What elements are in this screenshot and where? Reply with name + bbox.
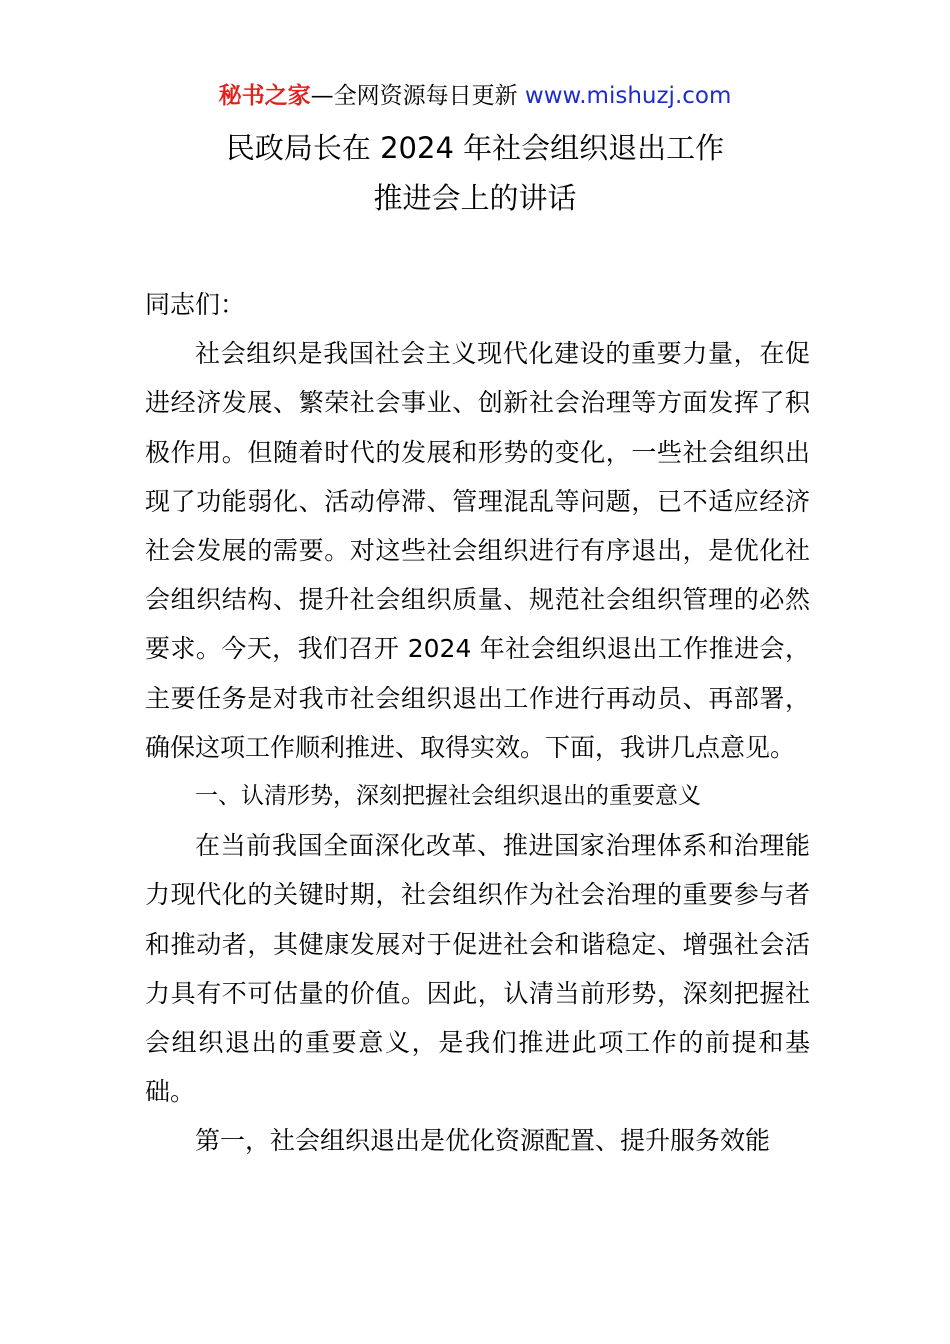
document-body [145,280,810,1166]
banner-brand: 秘书之家 [218,83,311,109]
document-title-line-1: 民政局长在 2024 年社会组织退出工作 [225,131,725,165]
document-title-line-2: 推进会上的讲话 [373,181,577,215]
section-point: 第一，社会组织退出是优化资源配置、提升服务效能 [195,1126,771,1156]
intro-paragraph: 社会组织是我国社会主义现代化建设的重要力量，在促进经济发展、繁荣社会事业、创新社会治理等方面发挥了积极作用。但随着时代的发展和形势的变化，一些社会组织出现了功能弱化、活动停滞、管理混乱等问题，已不适应经济社会发展的需要。对这些社会组织进行有序退出，是优化社会组织结构、提升社会组织质量、规范社会组织管理的必然要求。今天，我们召开 2024 年社会组织退出工作推进会，主要任务是对我市社会组织退出工作进行再动员、再部署，确保这项工作顺利推进、取得实效。下面，我讲几点意见。 [145,339,810,762]
site-banner [0,80,950,112]
section-heading: 一、认清形势，深刻把握社会组织退出的重要意义 [195,783,701,810]
salutation: 同志们： [145,290,246,319]
banner-site-url[interactable]: www.mishuzj.com [524,83,732,109]
banner-tagline: —全网资源每日更新 [310,83,525,109]
section-paragraph: 在当前我国全面深化改革、推进国家治理体系和治理能力现代化的关键时期，社会组织作为社会治理的重要参与者和推动者，其健康发展对于促进社会和谐稳定、增强社会活力具有不可估量的价值。因此，认清当前形势，深刻把握社会组织退出的重要意义，是我们推进此项工作的前提和基础。 [145,831,810,1107]
